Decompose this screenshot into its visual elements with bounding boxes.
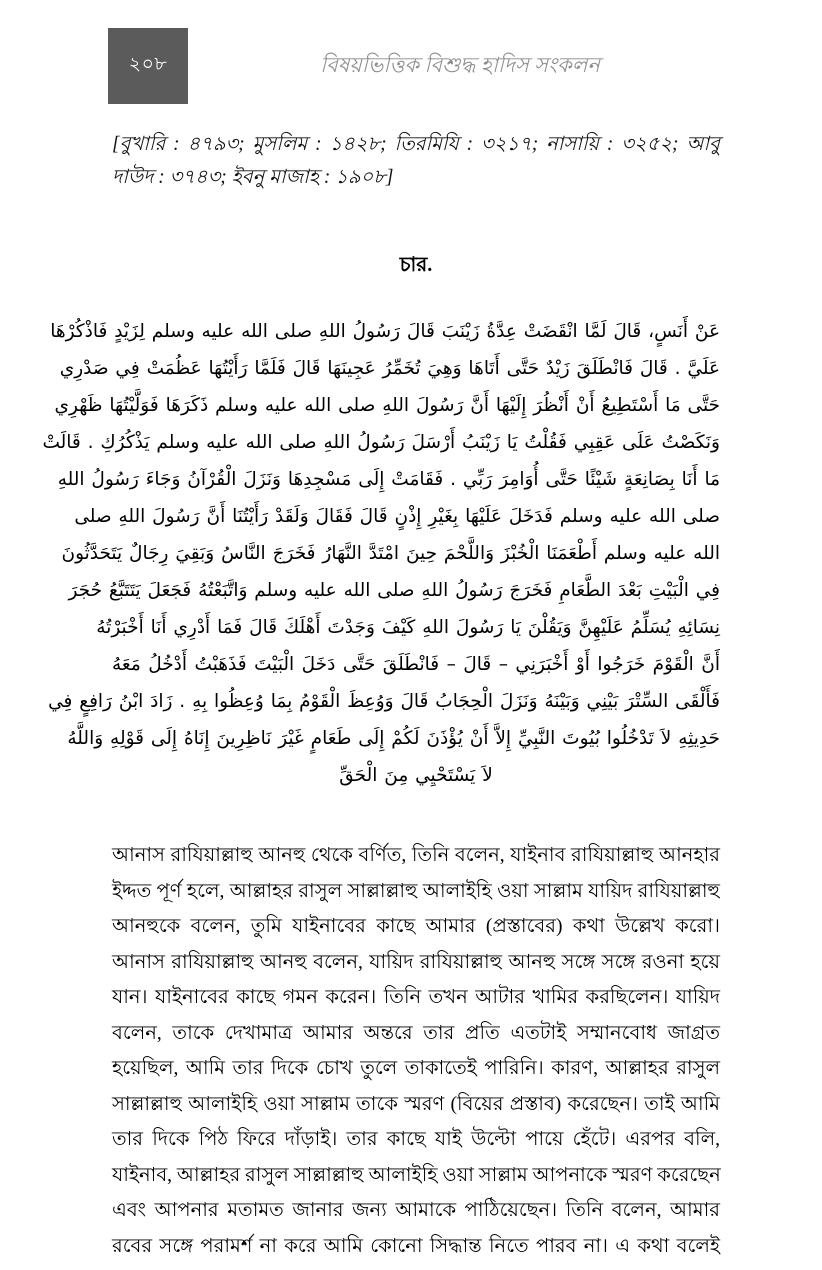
section-heading: চার. [399,254,433,276]
bangla-line: আনহুকে বলেন, তুমি যাইনাবের কাছে আমার (প্রস্তাবের) কথা উল্লেখ করো। [112,916,720,937]
arabic-line: فَأَلْقَى السِّتْرَ بَيْنِي وَبَيْنَهُ وَنَزَلَ الْحِجَابُ قَالَ وَوُعِظَ الْقَوْمُ بِمَا وُعِظُوا بِهِ . زَادَ ابْنُ رَافِعٍ فِي [48,691,720,712]
bangla-line: ইদ্দত পূর্ণ হলে, আল্লাহর রাসুল সাল্লাল্লাহু আলাইহি ওয়া সাল্লাম যায়িদ রাযিয়াল্লাহু [112,880,720,902]
arabic-line: حَتَّى مَا أَسْتَطِيعُ أَنْ أَنْظُرَ إِلَيْهَا أَنَّ رَسُولَ اللهِ صلى الله عليه وسلم ذَكَرَهَا فَوَلَّيْتُهَا ظَهْرِي [54,395,720,416]
arabic-line: عَنْ أَنَسٍ، قَالَ لَمَّا انْقَضَتْ عِدَّةُ زَيْنَبَ قَالَ رَسُولُ اللهِ صلى الله عليه وسلم لِزَيْدٍ فَاذْكُرْهَا [50,321,720,342]
bangla-line: রবের সঙ্গে পরামর্শ না করে আমি কোনো সিদ্ধান্ত নিতে পারব না। এ কথা বলেই [112,1235,720,1257]
arabic-line: صلى الله عليه وسلم فَدَخَلَ عَلَيْهَا بِغَيْرِ إِذْنٍ قَالَ فَقَالَ وَلَقَدْ رَأَيْتُنَا أَنَّ رَسُولَ اللهِ صلى [74,506,720,527]
arabic-line: مَا أَنَا بِصَانِعَةٍ شَيْئًا حَتَّى أُوَامِرَ رَبِّي . فَقَامَتْ إِلَى مَسْجِدِهَا وَنَزَلَ الْقُرْآنُ وَجَاءَ رَسُولُ اللهِ [57,469,720,490]
page-content [42,128,721,1264]
arabic-line: نِسَائِهِ يُسَلِّمُ عَلَيْهِنَّ وَيَقُلْنَ يَا رَسُولَ اللهِ كَيْفَ وَجَدْتَ أَهْلَكَ قَالَ فَمَا أَدْرِي أَنَا أَخْبَرْتُهُ [96,617,720,638]
arabic-line: أَنَّ الْقَوْمَ خَرَجُوا أَوْ أَخْبَرَنِي – قَالَ – فَانْطَلَقَ حَتَّى دَخَلَ الْبَيْتَ فَذَهَبْتُ أَدْخُلُ مَعَهُ [112,654,720,675]
arabic-line: لاَ يَسْتَحْيِي مِنَ الْحَقِّ [339,765,493,786]
page-number: ২০৮ [128,54,168,75]
arabic-line: وَنَكَصْتُ عَلَى عَقِبِي فَقُلْتُ يَا زَيْنَبُ أَرْسَلَ رَسُولُ اللهِ صلى الله عليه وسلم يَذْكُرُكِ . قَالَتْ [42,432,720,453]
bangla-line: বলেন, তাকে দেখামাত্র আমার অন্তরে তার প্রতি এতটাই সম্মানবোধ জাগ্রত [112,1022,720,1044]
running-head [0,28,822,104]
arabic-line: حَدِيثِهِ لاَ تَدْخُلُوا بُيُوتَ النَّبِيِّ إِلاَّ أَنْ يُؤْذَنَ لَكُمْ إِلَى طَعَامٍ غَيْرَ نَاظِرِينَ إِنَاهُ إِلَى قَوْلِهِ وَاللَّهُ [67,728,720,749]
bangla-line: আনাস রাযিয়াল্লাহু আনহু বলেন, যায়িদ রাযিয়াল্লাহু আনহু সঙ্গে সঙ্গে রওনা হয়ে [112,951,720,973]
bangla-line: যান। যাইনাবের কাছে গমন করেন। তিনি তখন আটার খামির করছিলেন। যায়িদ [112,987,720,1008]
bangla-line: তার দিকে পিঠ ফিরে দাঁড়াই। তার কাছে যাই উল্টো পায়ে হেঁটে। এরপর বলি, [112,1129,720,1150]
bangla-line: যাইনাব, আল্লাহর রাসুল সাল্লাল্লাহু আলাইহি ওয়া সাল্লাম আপনাকে স্মরণ করেছেন [112,1164,721,1186]
book-title-header: বিষয়ভিত্তিক বিশুদ্ধ হাদিস সংকলন [320,52,600,77]
bangla-line: হয়েছিল, আমি তার দিকে চোখ তুলে তাকাতেই পারিনি। কারণ, আল্লাহর রাসুল [112,1058,720,1079]
bangla-translation [112,838,720,1264]
bangla-line: এবং আপনার মতামত জানার জন্য আমাকে পাঠিয়েছেন। তিনি বলেন, আমার [112,1200,720,1221]
arabic-line: فِي الْبَيْتِ بَعْدَ الطَّعَامِ فَخَرَجَ رَسُولُ اللهِ صلى الله عليه وسلم وَاتَّبَعْتُهُ فَجَعَلَ يَتَتَبَّعُ حُجَرَ [68,580,720,601]
arabic-hadith-text [42,313,720,794]
bangla-line: আনাস রাযিয়াল্লাহু আনহু থেকে বর্ণিত, তিনি বলেন, যাইনাব রাযিয়াল্লাহু আনহার [112,845,720,866]
hadith-citation: [বুখারি : ৪৭৯৩; মুসলিম : ১৪২৮; তিরমিযি : ৩২১৭; নাসায়ি : ৩২৫২; আবু দাউদ : ৩৭৪৩; ইবনু মাজাহ : ১৯০৮] [112,134,720,188]
page-number-box [108,28,188,104]
arabic-line: عَلَيَّ . قَالَ فَانْطَلَقَ زَيْدٌ حَتَّى أَتَاهَا وَهِيَ تُخَمِّرُ عَجِينَهَا قَالَ فَلَمَّا رَأَيْتُهَا عَظُمَتْ فِي صَدْرِي [59,358,720,379]
bangla-line: সাল্লাল্লাহু আলাইহি ওয়া সাল্লাম তাকে স্মরণ (বিয়ের প্রস্তাব) করেছেন। তাই আমি [112,1093,720,1115]
arabic-line: الله عليه وسلم أَطْعَمَنَا الْخُبْزَ وَاللَّحْمَ حِينَ امْتَدَّ النَّهَارُ فَخَرَجَ النَّاسُ وَبَقِيَ رِجَالٌ يَتَحَدَّثُونَ [61,543,720,564]
